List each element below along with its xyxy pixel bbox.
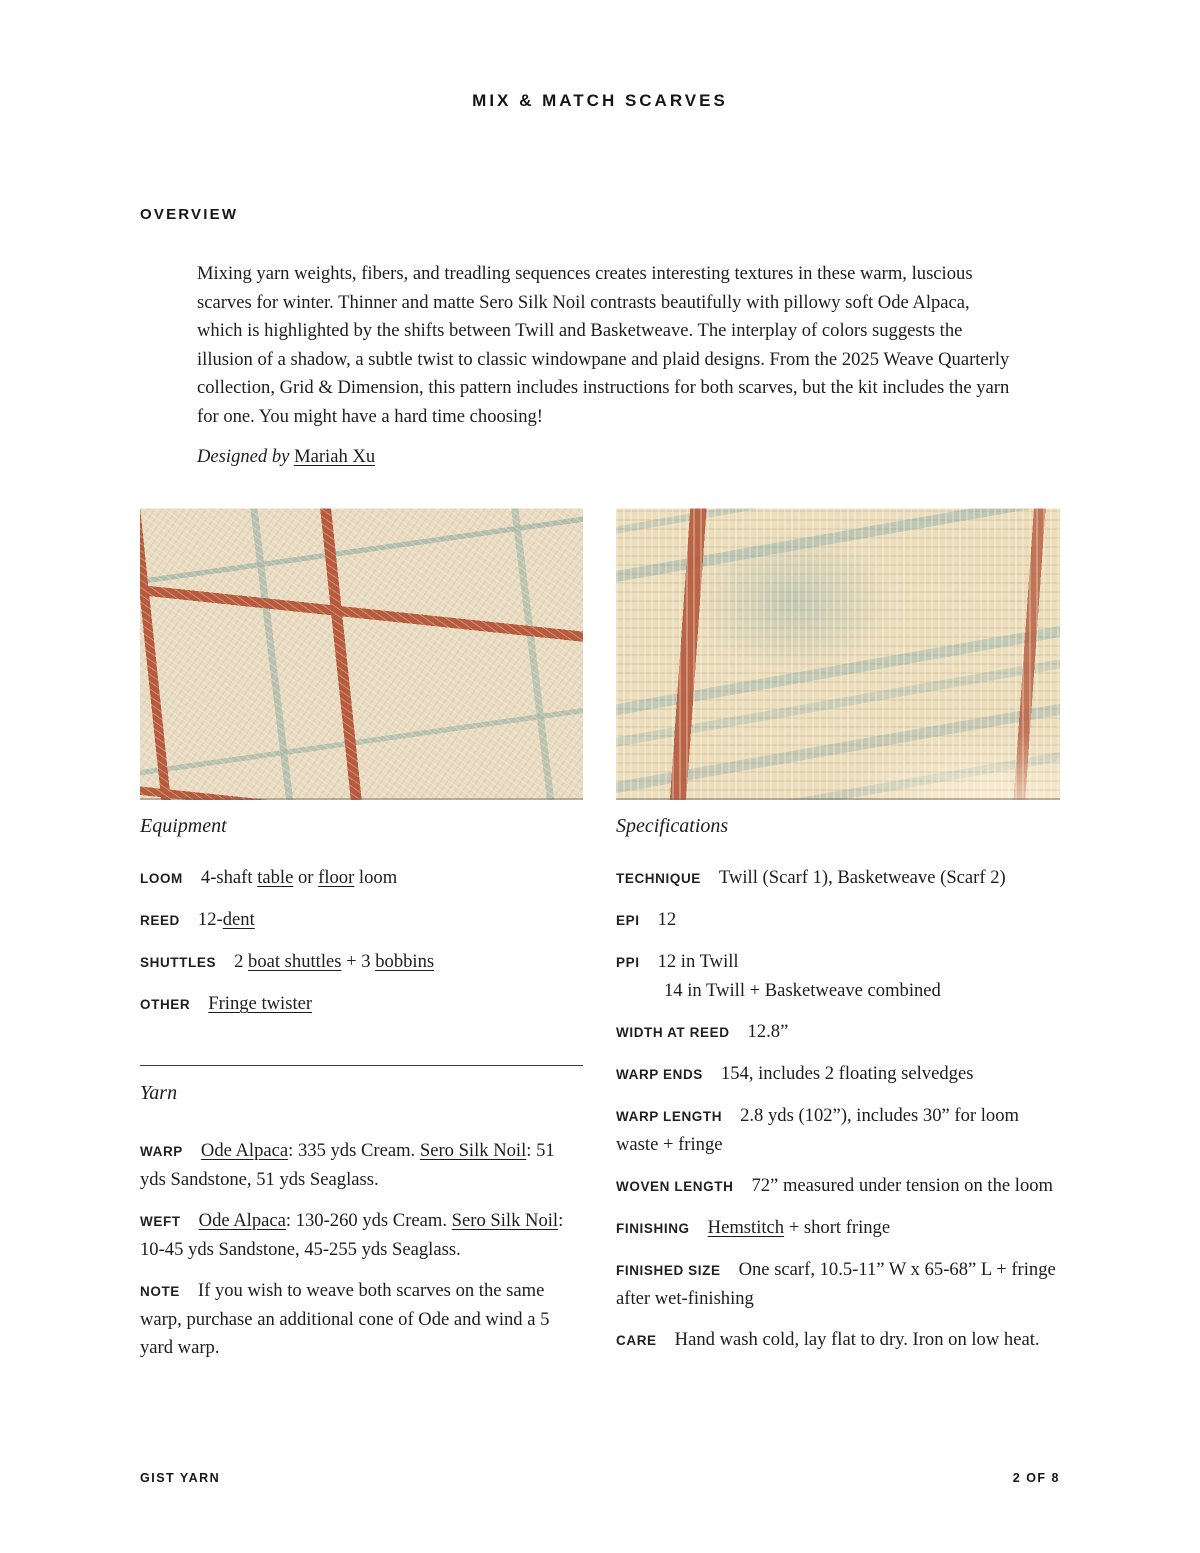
row-label: NOTE [140,1284,180,1299]
row-text: : 10-45 yds Sandstone, 45-255 yds Seaglass. [140,1210,564,1260]
row-warp-ends [616,1060,1060,1089]
inline-link[interactable]: Sero Silk Noil [419,1140,527,1161]
page-title: MIX & MATCH SCARVES [472,91,728,110]
row-label: CARE [616,1333,657,1348]
row-ppi [616,948,1060,1005]
equipment-heading: Equipment [140,815,227,837]
row-text: loom [354,867,398,888]
row-label: WARP [140,1144,183,1159]
row-label: WIDTH AT REED [616,1025,730,1040]
footer-page-number: 2 OF 8 [1012,1471,1060,1485]
specifications-heading: Specifications [616,815,729,837]
footer-brand: GIST YARN [140,1471,221,1485]
row-text: or [293,867,319,888]
overview-heading: OVERVIEW [140,206,239,223]
row-text: + short fringe [784,1217,891,1238]
row-weft [140,1207,583,1264]
row-technique [616,864,1060,893]
yarn-heading: Yarn [140,1082,178,1104]
specification-rows [616,864,1060,1355]
row-label: WARP ENDS [616,1067,703,1082]
row-epi [616,906,1060,935]
row-text: 12.8” [747,1021,789,1042]
row-finishing [616,1214,1060,1243]
row-label: LOOM [140,871,183,886]
overview-paragraph: Mixing yarn weights, fibers, and treadling sequences creates interesting textures in these warm, luscious scarves for winter. Thinner and matte Sero Silk Noil contrasts beautifully with pillowy soft Ode Alpaca, which is highlighted by the shifts between Twill and Basketweave. The interplay of colors suggests the illusion of a shadow, a subtle twist to classic windowpane and plaid designs. From the 2025 Weave Quarterly collection, Grid & Dimension, this pattern includes instructions for both scarves, but the kit includes the yarn for one. You might have a hard time choosing! [197,263,1010,427]
row-shuttles [140,948,583,977]
row-text: 12 in Twill [657,951,739,972]
row-text: : 130-260 yds Cream. [285,1210,452,1231]
inline-link[interactable]: Hemstitch [707,1217,785,1238]
row-label: FINISHING [616,1221,690,1236]
row-woven-length [616,1172,1060,1201]
row-text: : 335 yds Cream. [288,1140,420,1161]
row-text: 154, includes 2 floating selvedges [720,1063,974,1084]
inline-link[interactable]: boat shuttles [248,951,342,972]
overview-section [140,206,1020,468]
row-text: If you wish to weave both scarves on the same warp, purchase an additional cone of Ode and wind a 5 yard warp. [140,1280,550,1358]
scarf-photo-twill [140,508,583,800]
row-other [140,990,583,1019]
scarf-photo-basketweave [616,508,1060,800]
row-text: 72” measured under tension on the loom [751,1175,1054,1196]
inline-link[interactable]: bobbins [375,951,435,972]
designer-link[interactable]: Mariah Xu [294,446,376,467]
row-label: EPI [616,913,640,928]
row-text: : 51 yds Sandstone, 51 yds Seaglass. [140,1140,555,1190]
inline-link[interactable]: Ode Alpaca [200,1140,289,1161]
row-text: + 3 [341,951,376,972]
row-label: OTHER [140,997,191,1012]
row-label: FINISHED SIZE [616,1263,721,1278]
row-label: WARP LENGTH [616,1109,723,1124]
row-finished-size [616,1256,1060,1313]
row-label: WEFT [140,1214,181,1229]
row-text: 12- [197,909,223,930]
row-text: 4-shaft [200,867,258,888]
designed-by-prefix: Designed by [197,446,295,467]
inline-link[interactable]: floor [318,867,355,888]
row-text: 2 [234,951,249,972]
row-label: REED [140,913,180,928]
inline-link[interactable]: table [257,867,294,888]
row-note [140,1277,583,1362]
designed-by-line [197,446,1020,468]
row-reed [140,906,583,935]
left-column [140,508,583,1375]
row-label: TECHNIQUE [616,871,701,886]
row-label: WOVEN LENGTH [616,1179,734,1194]
yarn-rows [140,1137,583,1362]
section-divider [140,1065,583,1066]
two-column-area [140,508,1060,1375]
row-text: 14 in Twill + Basketweave combined [664,980,941,1001]
row-loom [140,864,583,893]
equipment-rows [140,864,583,1019]
inline-link[interactable]: Sero Silk Noil [451,1210,559,1231]
row-label: SHUTTLES [140,955,217,970]
row-text: 2.8 yds (102”), includes 30” for loom waste + fringe [616,1105,1019,1155]
row-text: Twill (Scarf 1), Basketweave (Scarf 2) [718,867,1006,888]
row-text: One scarf, 10.5-11” W x 65-68” L + fringe after wet-finishing [616,1259,1056,1309]
row-label: PPI [616,955,640,970]
row-width-at-reed [616,1018,1060,1047]
row-care [616,1326,1060,1355]
inline-link[interactable]: dent [222,909,255,930]
row-text: Hand wash cold, lay flat to dry. Iron on low heat. [674,1329,1040,1350]
row-warp-length [616,1102,1060,1159]
page-footer [140,1471,1060,1485]
row-warp [140,1137,583,1194]
inline-link[interactable]: Fringe twister [208,993,313,1014]
right-column [616,508,1060,1375]
row-text: 12 [657,909,677,930]
inline-link[interactable]: Ode Alpaca [198,1210,286,1231]
